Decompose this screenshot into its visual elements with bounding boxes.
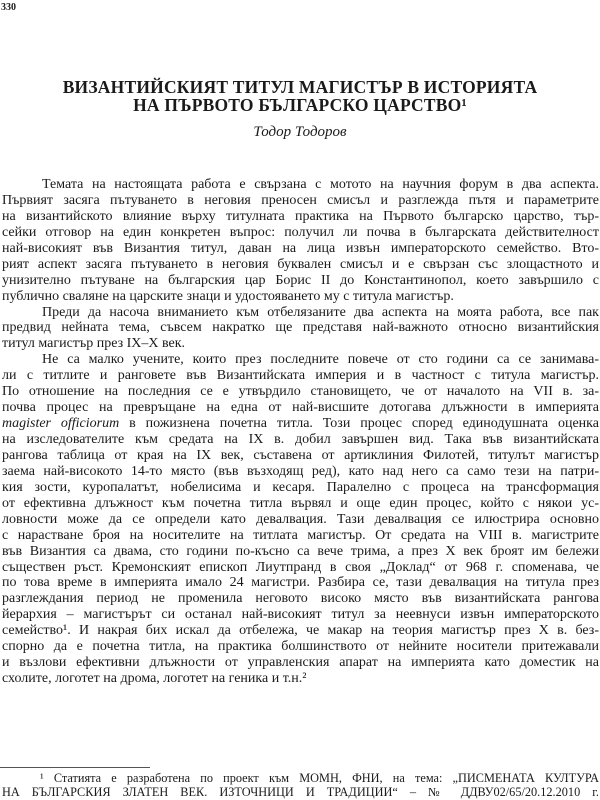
text-segment: в пожизнена почетна титла. Този процес според единодушната оценка (119, 416, 599, 432)
footnote-line: НА БЪЛГАРСКИЯ ЗЛАТЕН ВЕК. ИЗТОЧНИЦИ И ТРАДИЦИИ“ – № ДДВУ02/65/20.12.2010 г. (2, 785, 599, 799)
text-line: рангова таблица от края на IX век, съставена от артиклиния Филотей, титулът магистър (2, 447, 599, 463)
text-line: ловности може да се определи като девалвация. Тази девалвация се илюстрира основно (2, 511, 599, 527)
text-line: ли с титлите и ранговете във Византийската империя и в частност с титула магистър. (2, 368, 599, 384)
text-line: кия зости, куропалатът, нобелисима и кесаря. Паралелно с процеса на трансформация (2, 479, 599, 495)
italic-term: magister officiorum (2, 416, 120, 432)
text-line: семейство¹. И накрая бих искал да отбележа, че макар на теория магистър през X в. без- (2, 623, 599, 639)
text-line: предвид нейната тема, съвсем накратко ще представя най-важното относно византийския (2, 320, 599, 336)
text-line: сейки отговор на един конкретен въпрос: получил ли почва в българската действителност (2, 224, 599, 240)
article-title (0, 78, 600, 114)
text-line: във Византия са двама, сто години по-късно са вече трима, а през X век броят им бележи (2, 543, 599, 559)
text-line: Първият засяга пътуването в неговия преносен смисъл и разглежда пътя и параметрите (2, 192, 599, 208)
footnote-divider (0, 767, 150, 768)
text-line (2, 416, 599, 432)
page-number: 330 (1, 2, 16, 13)
text-line: разглеждания период не променила неговото високо място във византийската рангова (2, 591, 599, 607)
footnote (2, 772, 599, 799)
text-line: най-високият във Византия титул, даван на лица извън императорското семейство. Вто- (2, 240, 599, 256)
text-line: По отношение на последния се е утвърдило становището, че от началото на VII в. за- (2, 384, 599, 400)
text-line: на византийското влияние върху титулната практика на Първото българско царство, тър- (2, 208, 599, 224)
text-line: на изследователите към средата на IX в. добил завършен вид. Така във византийската (2, 432, 599, 447)
text-line: йерархия – магистърът си останал най-високият титул за неевнуси извън императорското (2, 607, 599, 623)
text-line: и възлови ефективни длъжности от управленския апарат на империята като доместик на (2, 655, 599, 671)
text-line: Темата на настоящата работа е свързана с мотото на научния форум в два аспекта. (42, 177, 599, 192)
text-line: Не са малко учените, които през последните повече от сто години са се занимава- (42, 352, 599, 368)
title-line: НА ПЪРВОТО БЪЛГАРСКО ЦАРСТВО¹ (133, 95, 467, 115)
paragraph (2, 177, 599, 305)
author-name: Тодор Тодоров (253, 124, 347, 140)
text-line: заема най-високото 14-то място (във възходящ ред), като над него са само тези на патри- (2, 463, 599, 479)
text-line: с нарастване броя на носителите на титлата магистър. От средата на VIII в. магистрите (2, 527, 599, 543)
text-line: съществен ръст. Кремонският епископ Лиутпранд в своя „Доклад“ от 968 г. споменава, че (2, 559, 599, 575)
text-line: рият аспект засяга пътуването в неговия буквален смисъл и е свързан със злощастното и (2, 256, 599, 272)
text-line: почва процес на превръщане на една от най-висшите дотогава длъжности в империята (2, 400, 599, 416)
text-line: спорно да е почетна титла, на практика болшинството от нейните носители притежавали (2, 639, 599, 655)
text-line: титул магистър през IX–X век. (2, 336, 186, 352)
text-line: от ефективна длъжност към почетна титла вървял и още един процес, който с някои ус- (2, 495, 599, 511)
article-body (2, 177, 599, 687)
text-line: схолите, логотет на дрома, логотет на геника и т.н.² (2, 671, 307, 687)
paragraph (2, 352, 599, 687)
title-line: ВИЗАНТИЙСКИЯТ ТИТУЛ МАГИСТЪР В ИСТОРИЯТА (62, 77, 538, 97)
text-line: публично сваляне на царските знаци и удостояването му с титула магистър. (2, 288, 454, 304)
text-line: унизително пътуване на българския цар Борис II до Константинопол, което завършило с (2, 272, 599, 288)
footnote-line: ¹ Статията е разработена по проект към МОМН, ФНИ, на тема: „ПИСМЕНАТА КУЛТУРА (40, 772, 599, 785)
text-line: по това време в империята имало 24 магистри. Разбира се, тази девалвация на титула през (2, 575, 599, 591)
text-line: Преди да насоча вниманието към отбелязаните два аспекта на моята работа, все пак (42, 304, 599, 320)
paragraph (2, 305, 599, 353)
